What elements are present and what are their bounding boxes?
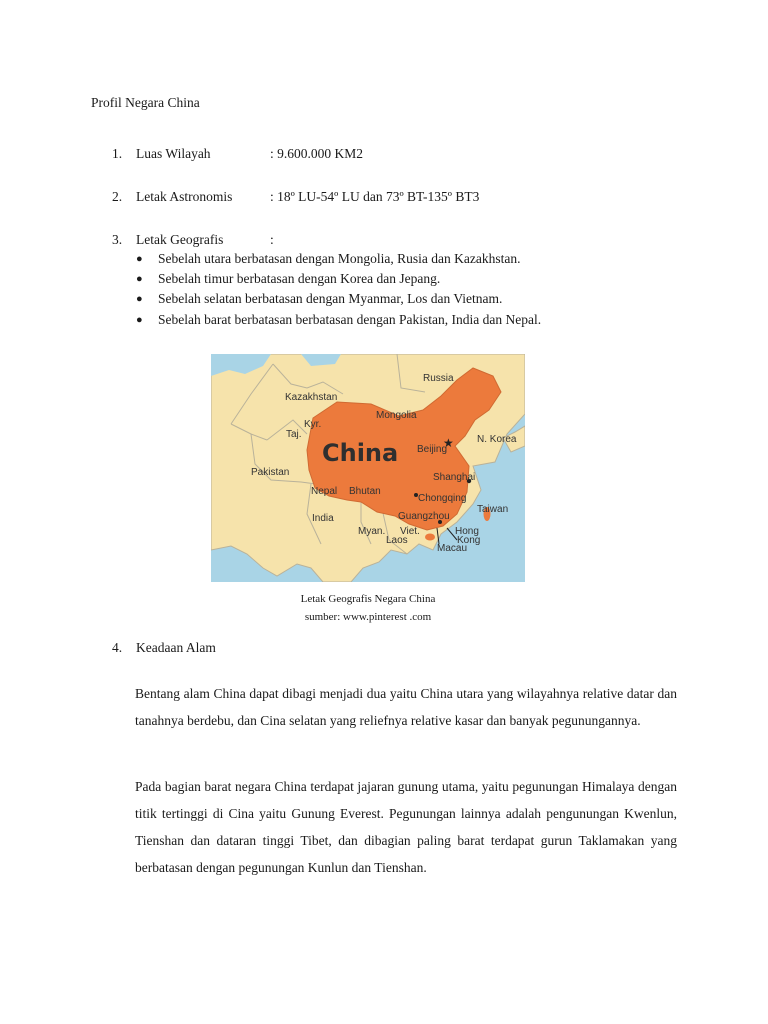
paragraph-text: Pada bagian barat negara China terdapat jajaran gunung utama, yaitu pegunungan Himalaya dengan titik tertinggi di Cina yaitu Gunung Everest. Pegunungan lainnya adalah pengunungan Kwenlun, Tienshan dan dataran tinggi Tibet, dan dibagian paling barat terdapat gurun Taklamakan yang berbatasan dengan pegunungan Kunlun dan Tienshan. <box>135 779 677 875</box>
bullet-marker: ● <box>136 273 143 285</box>
bullet-marker: ● <box>136 293 143 305</box>
map-caption: Letak Geografis Negara China <box>300 593 436 605</box>
map-label-nepal: Nepal <box>311 486 338 497</box>
item-value-luas-wilayah: : 9.600.000 KM2 <box>270 146 364 161</box>
item-label-keadaan-alam: Keadaan Alam <box>136 640 216 655</box>
map-label-kyr: Kyr. <box>304 419 322 430</box>
document-title: Profil Negara China <box>91 95 200 110</box>
item-label-letak-geografis: Letak Geografis <box>136 232 224 247</box>
bullet-item: Sebelah timur berbatasan dengan Korea dan Jepang. <box>158 271 441 286</box>
map-title: China <box>322 439 399 467</box>
beijing-star-icon: ★ <box>443 436 454 450</box>
bullet-marker: ● <box>136 253 143 265</box>
bullet-item: Sebelah barat berbatasan berbatasan dengan Pakistan, India dan Nepal. <box>158 312 542 327</box>
map-label-hongkong: Hong <box>455 526 479 537</box>
map-label-mongolia: Mongolia <box>376 410 417 421</box>
map-label-shanghai: Shanghai <box>433 472 476 483</box>
hainan-island <box>425 534 435 541</box>
china-map-image <box>211 354 525 582</box>
map-label-beijing: Beijing <box>417 444 448 455</box>
map-label-kazakhstan: Kazakhstan <box>285 392 338 403</box>
map-label-nkorea: N. Korea <box>477 434 517 445</box>
map-label-viet: Viet. <box>400 526 420 537</box>
map-label-hongkong: Kong <box>457 535 481 546</box>
map-label-macau: Macau <box>437 543 468 554</box>
item-label-letak-astronomis: Letak Astronomis <box>136 189 233 204</box>
bullet-marker: ● <box>136 314 143 326</box>
paragraph-text: Bentang alam China dapat dibagi menjadi dua yaitu China utara yang wilayahnya relative datar dan tanahnya berdebu, dan Cina selatan yang reliefnya relative kasar dan banyak pegunungannya. <box>135 686 677 728</box>
bullet-item: Sebelah utara berbatasan dengan Mongolia, Rusia dan Kazakhstan. <box>158 251 521 266</box>
paragraph-2 <box>135 773 677 881</box>
map-label-guangzhou: Guangzhou <box>398 511 450 522</box>
map-label-taj: Taj. <box>286 429 302 440</box>
item-value-letak-astronomis: : 18º LU-54º LU dan 73º BT-135º BT3 <box>270 189 480 204</box>
item-label-luas-wilayah: Luas Wilayah <box>136 146 211 161</box>
map-source: sumber: www.pinterest .com <box>304 611 432 623</box>
item-number: 2. <box>112 189 123 204</box>
map-label-bhutan: Bhutan <box>349 486 381 497</box>
item-number: 4. <box>112 640 123 655</box>
map-label-taiwan: Taiwan <box>477 504 509 515</box>
map-label-india: India <box>312 513 334 524</box>
map-label-russia: Russia <box>423 373 454 384</box>
map-label-laos: Laos <box>386 535 408 546</box>
map-label-chongqing: Chongqing <box>418 493 467 504</box>
item-number: 3. <box>112 232 123 247</box>
map-label-pakistan: Pakistan <box>251 467 290 478</box>
map-label-myan: Myan. <box>358 526 386 537</box>
item-number: 1. <box>112 146 123 161</box>
bullet-item: Sebelah selatan berbatasan dengan Myanmar, Los dan Vietnam. <box>158 291 503 306</box>
paragraph-1 <box>135 680 677 734</box>
item-value-letak-geografis: : <box>270 232 274 247</box>
